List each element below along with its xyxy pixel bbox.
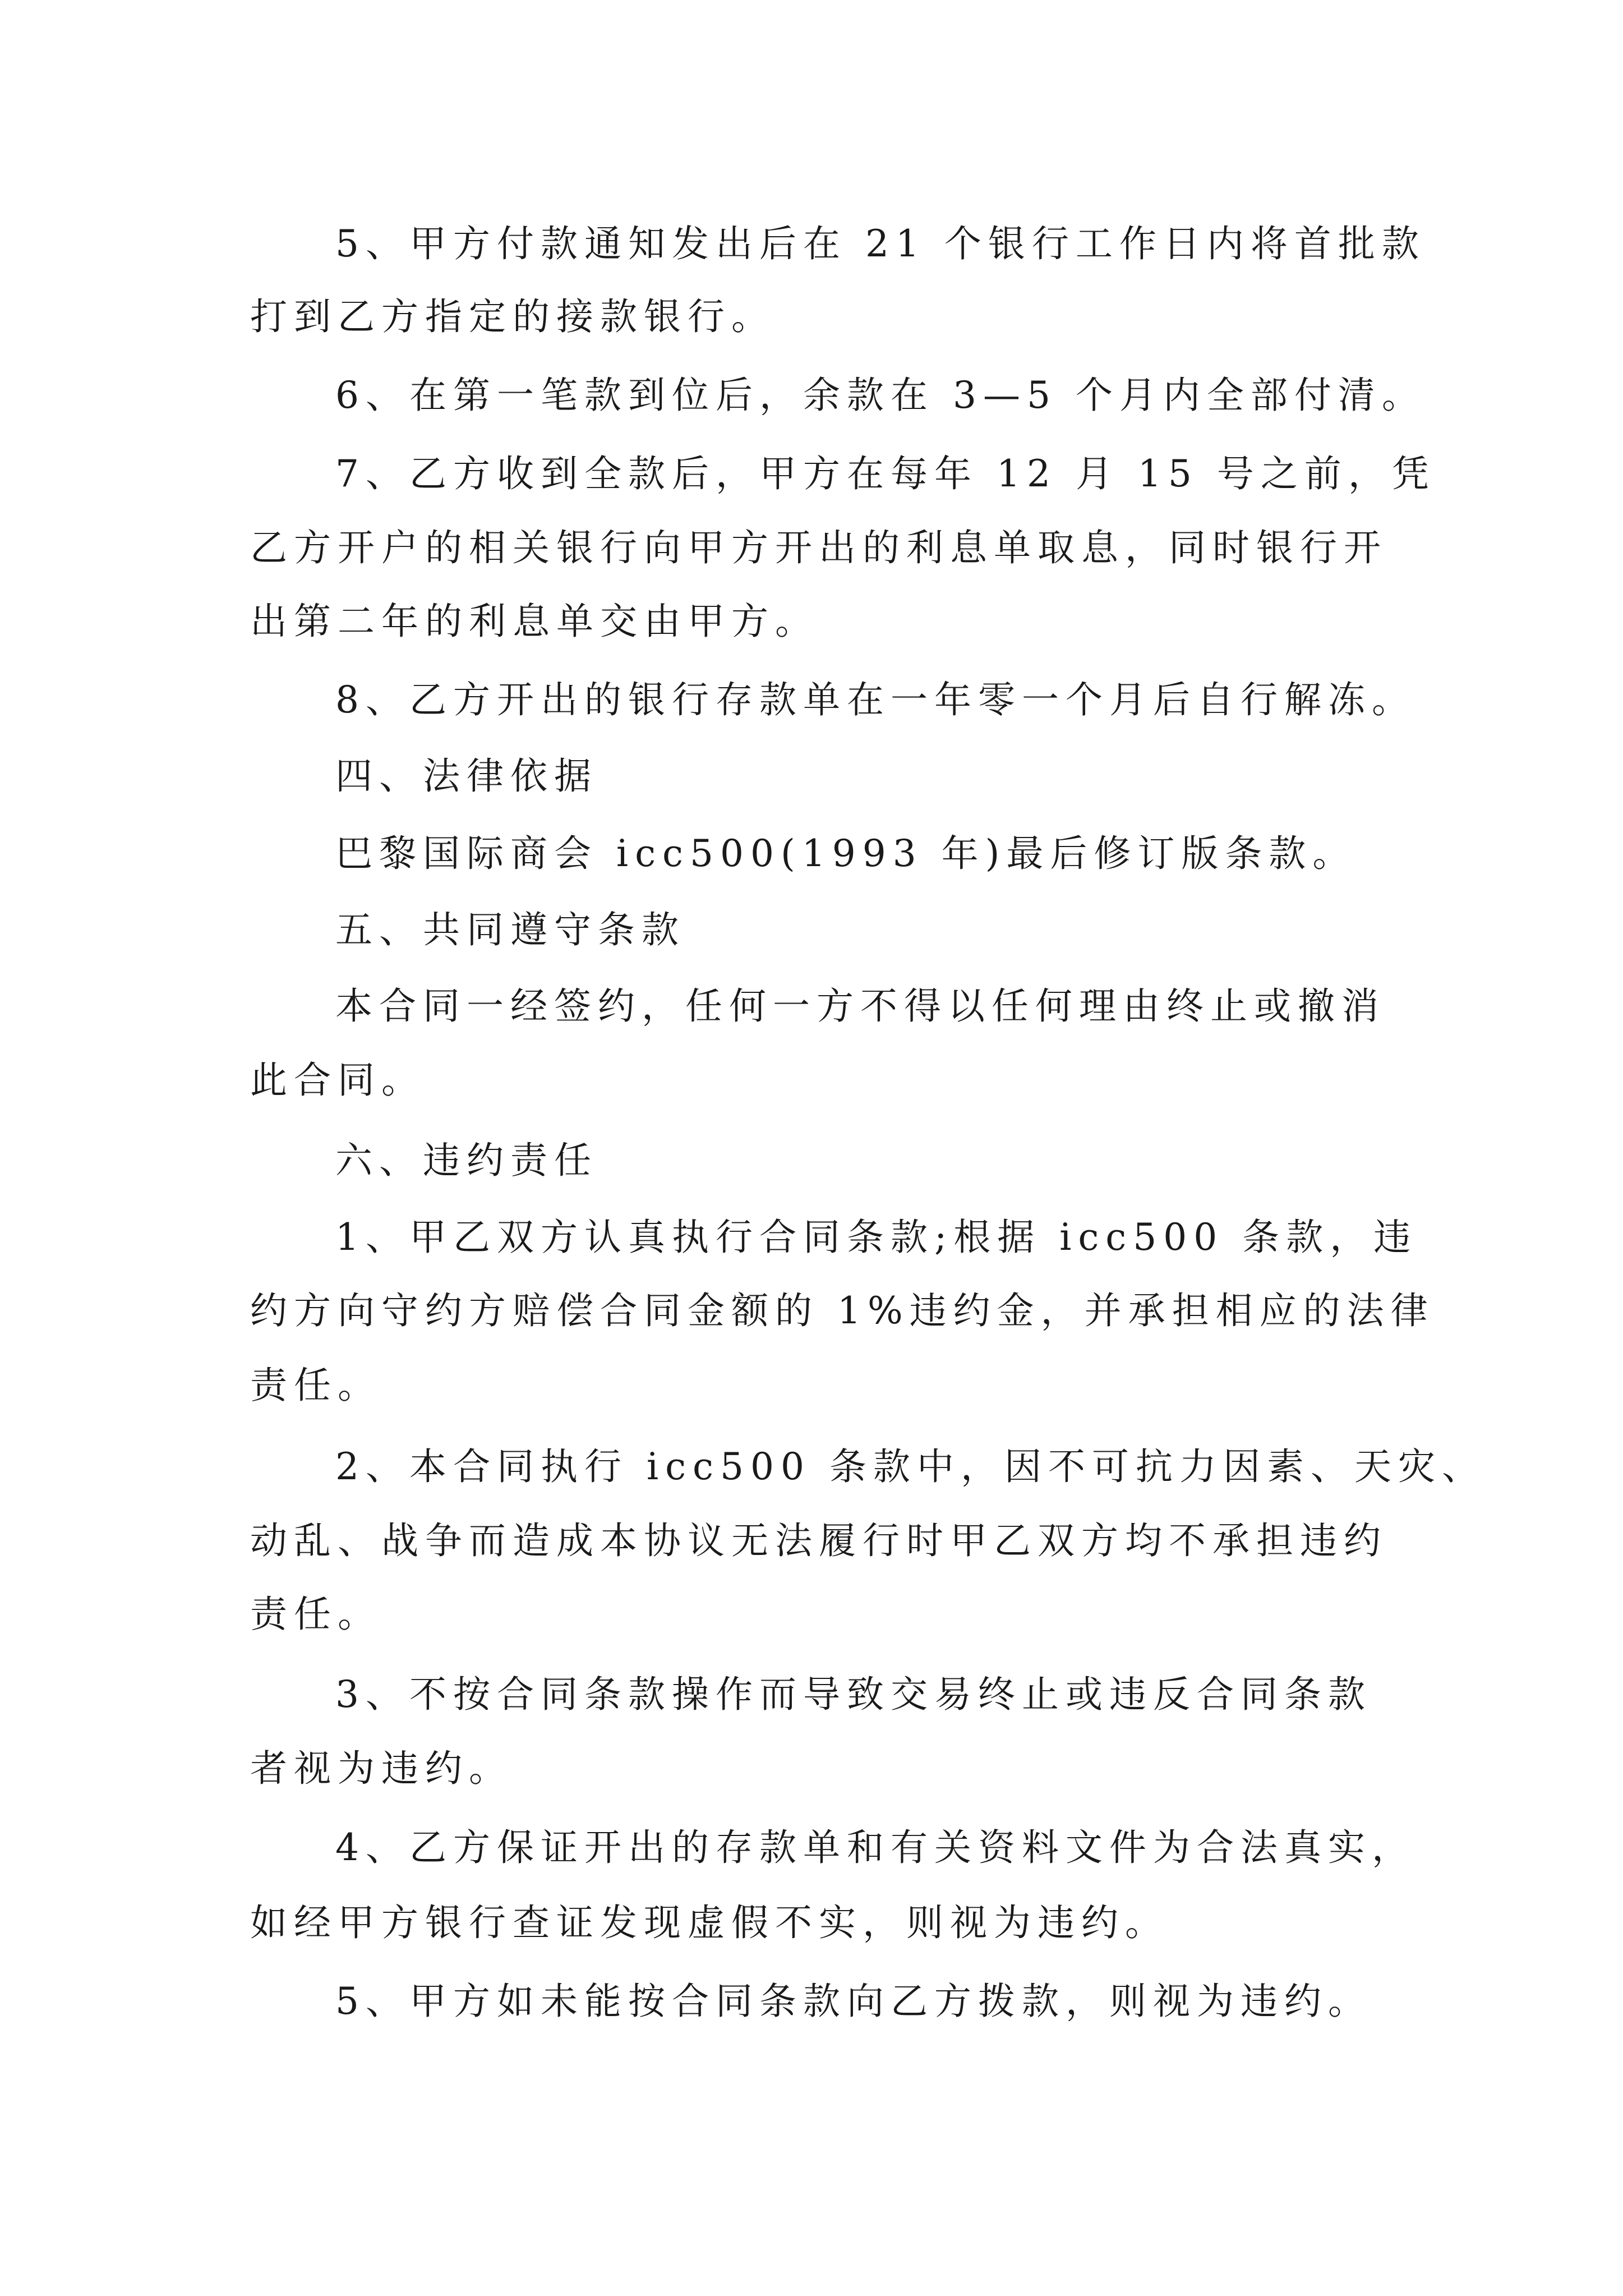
paragraph-line: 本合同一经签约，任何一方不得以任何理由终止或撤消 [335,984,1385,1028]
paragraph-line: 1、甲乙双方认真执行合同条款;根据 icc500 条款，违 [335,1216,1418,1259]
paragraph-line: 8、乙方开出的银行存款单在一年零一个月后自行解冻。 [335,678,1415,721]
paragraph-line: 7、乙方收到全款后，甲方在每年 12 月 15 号之前，凭 [335,452,1436,495]
paragraph-line: 责任。 [250,1593,381,1636]
paragraph-line: 4、乙方保证开出的存款单和有关资料文件为合法真实， [335,1826,1415,1869]
section-heading: 四、法律依据 [335,754,598,798]
paragraph-line: 5、甲方付款通知发出后在 21 个银行工作日内将首批款 [335,222,1426,265]
paragraph-line: 约方向守约方赔偿合同金额的 1%违约金，并承担相应的法律 [250,1289,1435,1332]
paragraph-line: 者视为违约。 [250,1747,513,1790]
paragraph-line: 打到乙方指定的接款银行。 [250,295,775,338]
section-heading: 六、违约责任 [335,1139,598,1182]
paragraph-line: 巴黎国际商会 icc500(1993 年)最后修订版条款。 [335,832,1357,875]
paragraph-line: 5、甲方如未能按合同条款向乙方拨款，则视为违约。 [335,1980,1372,2023]
paragraph-line: 乙方开户的相关银行向甲方开出的利息单取息，同时银行开 [250,526,1387,569]
paragraph-line: 3、不按合同条款操作而导致交易终止或违反合同条款 [335,1673,1372,1716]
paragraph-line: 6、在第一笔款到位后，余款在 3—5 个月内全部付清。 [335,374,1426,417]
paragraph-line: 此合同。 [250,1059,425,1102]
paragraph-line: 动乱、战争而造成本协议无法履行时甲乙双方均不承担违约 [250,1519,1387,1562]
paragraph-line: 出第二年的利息单交由甲方。 [250,600,819,643]
section-heading: 五、共同遵守条款 [335,908,685,951]
paragraph-line: 责任。 [250,1364,381,1407]
paragraph-line: 如经甲方银行查证发现虚假不实，则视为违约。 [250,1901,1169,1944]
paragraph-line: 2、本合同执行 icc500 条款中，因不可抗力因素、天灾、 [335,1445,1486,1488]
